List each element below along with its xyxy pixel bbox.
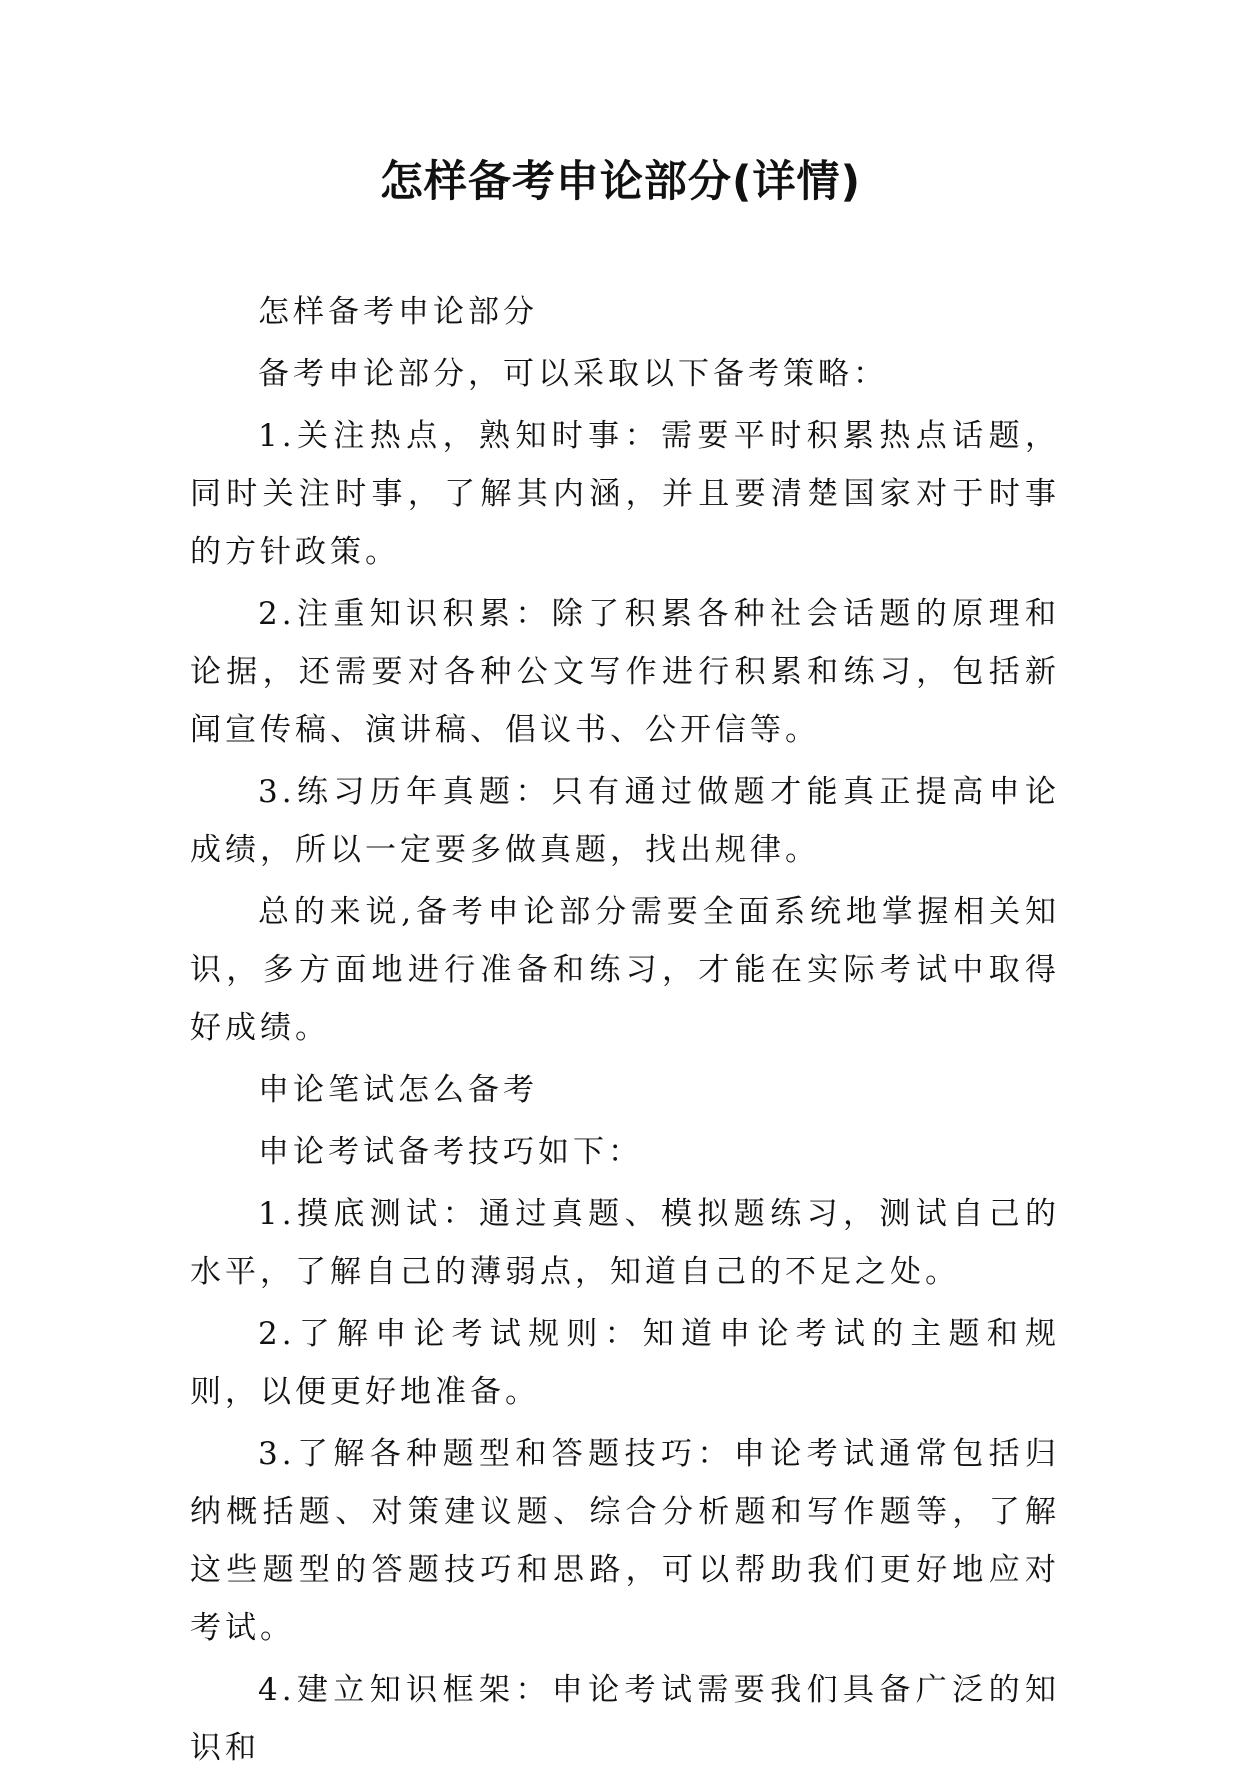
list-item: 2.注重知识积累：除了积累各种社会话题的原理和论据，还需要对各种公文写作进行积累和练习，包括新闻宣传稿、演讲稿、倡议书、公开信等。 [190,596,1060,748]
list-item: 3.练习历年真题：只有通过做题才能真正提高申论成绩，所以一定要多做真题，找出规律。 [190,774,1060,868]
section-heading: 怎样备考申论部分 [258,294,538,330]
list-item: 4.建立知识框架：申论考试需要我们具备广泛的知识和 [190,1672,1060,1766]
list-item: 1.摸底测试：通过真题、模拟题练习，测试自己的水平，了解自己的薄弱点，知道自己的不足之处。 [190,1196,1060,1290]
document-body [190,283,1060,1781]
list-item: 3.了解各种题型和答题技巧：申论考试通常包括归纳概括题、对策建议题、综合分析题和写作题等，了解这些题型的答题技巧和思路，可以帮助我们更好地应对考试。 [190,1436,1060,1646]
section-heading: 申论笔试怎么备考 [258,1072,538,1108]
paragraph: 总的来说,备考申论部分需要全面系统地掌握相关知识，多方面地进行准备和练习，才能在实际考试中取得好成绩。 [190,894,1060,1046]
paragraph: 申论考试备考技巧如下： [258,1134,643,1170]
list-item: 2.了解申论考试规则：知道申论考试的主题和规则，以便更好地准备。 [190,1316,1060,1410]
paragraph: 备考申论部分，可以采取以下备考策略： [258,356,888,392]
list-item: 1.关注热点，熟知时事：需要平时积累热点话题，同时关注时事，了解其内涵，并且要清楚国家对于时事的方针政策。 [190,418,1060,570]
document-title: 怎样备考申论部分(详情) [379,157,862,207]
